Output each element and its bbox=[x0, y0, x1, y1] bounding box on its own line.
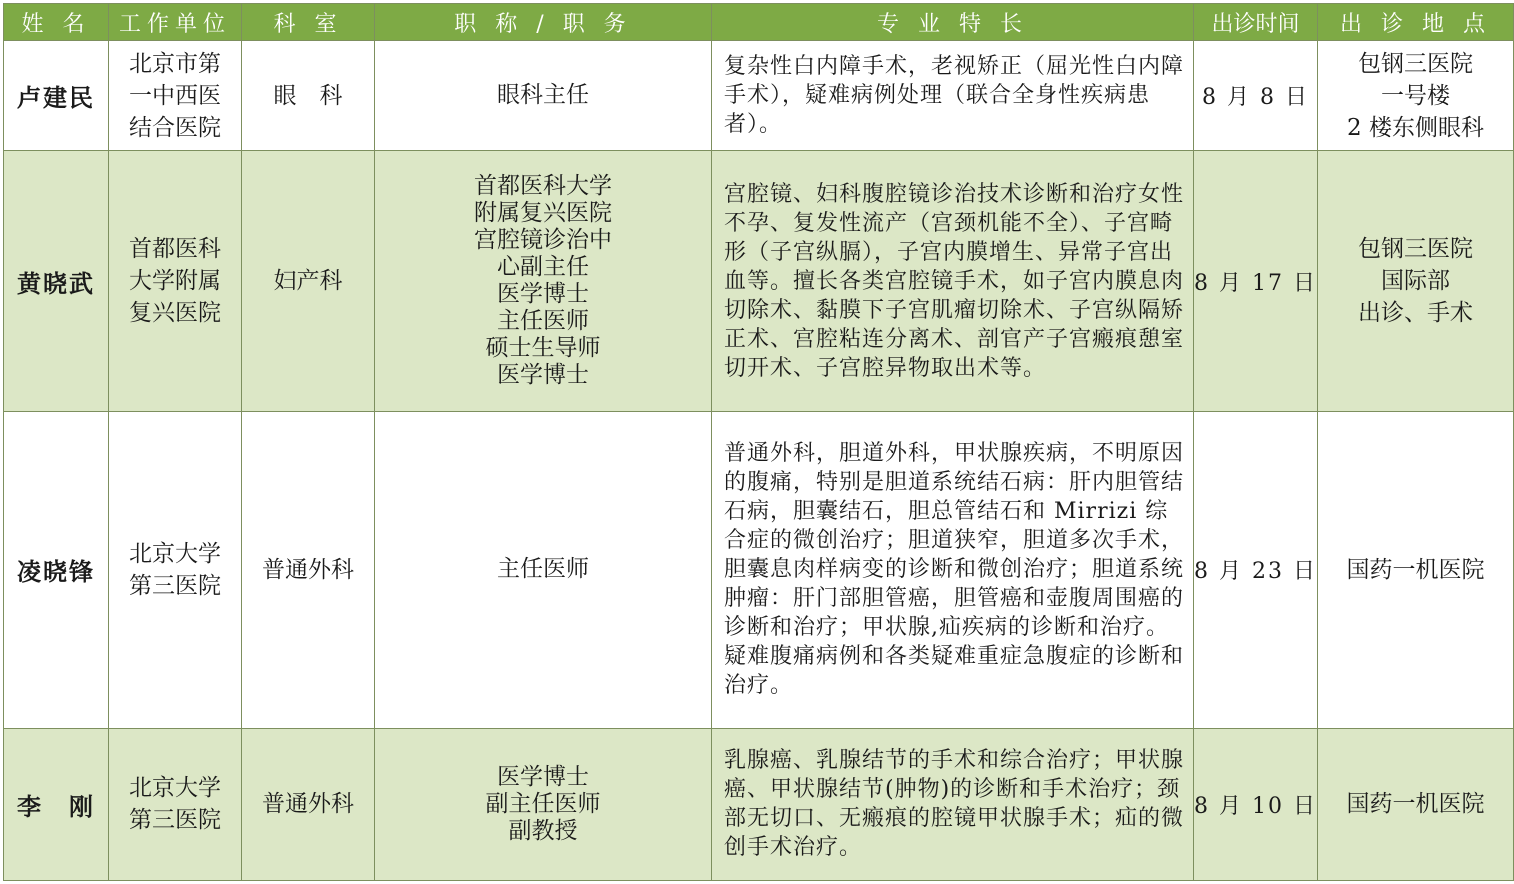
specialty: 复杂性白内障手术，老视矫正（屈光性白内障手术），疑难病例处理（联合全身性疾病患者）。 bbox=[712, 41, 1194, 151]
work-unit: 北京大学 第三医院 bbox=[109, 411, 242, 728]
visit-place: 包钢三医院 一号楼 2 楼东侧眼科 bbox=[1318, 41, 1514, 151]
header-row bbox=[4, 4, 1514, 41]
visit-place: 国药一机医院 bbox=[1318, 411, 1514, 728]
table-row bbox=[4, 411, 1514, 728]
visit-place: 包钢三医院 国际部 出诊、手术 bbox=[1318, 151, 1514, 412]
doctor-name: 李 刚 bbox=[4, 728, 109, 880]
job-title: 首都医科大学 附属复兴医院 宫腔镜诊治中 心副主任 医学博士 主任医师 硕士生导师 医学博士 bbox=[375, 151, 712, 412]
header-name: 姓 名 bbox=[4, 4, 109, 41]
header-dept: 科 室 bbox=[242, 4, 375, 41]
doctor-name: 卢建民 bbox=[4, 41, 109, 151]
table-row bbox=[4, 728, 1514, 880]
work-unit: 北京大学 第三医院 bbox=[109, 728, 242, 880]
job-title: 医学博士 副主任医师 副教授 bbox=[375, 728, 712, 880]
visit-date: 8 月 23 日 bbox=[1194, 411, 1318, 728]
table-row bbox=[4, 41, 1514, 151]
visit-date: 8 月 10 日 bbox=[1194, 728, 1318, 880]
specialty: 宫腔镜、妇科腹腔镜诊治技术诊断和治疗女性不孕、复发性流产（宫颈机能不全）、子宫畸形（子宫纵膈），子宫内膜增生、异常子宫出血等。擅长各类宫腔镜手术，如子宫内膜息肉切除术、黏膜下子宫肌瘤切除术、子宫纵隔矫正术、宫腔粘连分离术、剖官产子宫瘢痕憩室切开术、子宫腔异物取出术等。 bbox=[712, 151, 1194, 412]
table-row bbox=[4, 151, 1514, 412]
header-title: 职 称 / 职 务 bbox=[375, 4, 712, 41]
department: 普通外科 bbox=[242, 411, 375, 728]
specialty: 普通外科，胆道外科，甲状腺疾病，不明原因的腹痛，特别是胆道系统结石病：肝内胆管结石病，胆囊结石，胆总管结石和 Mirrizi 综合症的微创治疗；胆道狭窄，胆道多次手术，胆囊息肉样病变的诊断和微创治疗；胆道系统肿瘤：肝门部胆管癌，胆管癌和壶腹周围癌的诊断和治疗；甲状腺,疝疾病的诊断和治疗。疑难腹痛病例和各类疑难重症急腹症的诊断和治疗。 bbox=[712, 411, 1194, 728]
department: 妇产科 bbox=[242, 151, 375, 412]
visit-date: 8 月 17 日 bbox=[1194, 151, 1318, 412]
header-date: 出诊时间 bbox=[1194, 4, 1318, 41]
job-title: 主任医师 bbox=[375, 411, 712, 728]
work-unit: 首都医科 大学附属 复兴医院 bbox=[109, 151, 242, 412]
department: 普通外科 bbox=[242, 728, 375, 880]
work-unit: 北京市第 一中西医 结合医院 bbox=[109, 41, 242, 151]
header-place: 出 诊 地 点 bbox=[1318, 4, 1514, 41]
doctor-name: 黄晓武 bbox=[4, 151, 109, 412]
specialty: 乳腺癌、乳腺结节的手术和综合治疗；甲状腺癌、甲状腺结节(肿物)的诊断和手术治疗；颈部无切口、无瘢痕的腔镜甲状腺手术；疝的微创手术治疗。 bbox=[712, 728, 1194, 880]
doctor-name: 凌晓锋 bbox=[4, 411, 109, 728]
job-title: 眼科主任 bbox=[375, 41, 712, 151]
department: 眼 科 bbox=[242, 41, 375, 151]
visit-date: 8 月 8 日 bbox=[1194, 41, 1318, 151]
schedule-table bbox=[3, 3, 1514, 881]
header-specialty: 专 业 特 长 bbox=[712, 4, 1194, 41]
visit-place: 国药一机医院 bbox=[1318, 728, 1514, 880]
header-unit: 工作单位 bbox=[109, 4, 242, 41]
